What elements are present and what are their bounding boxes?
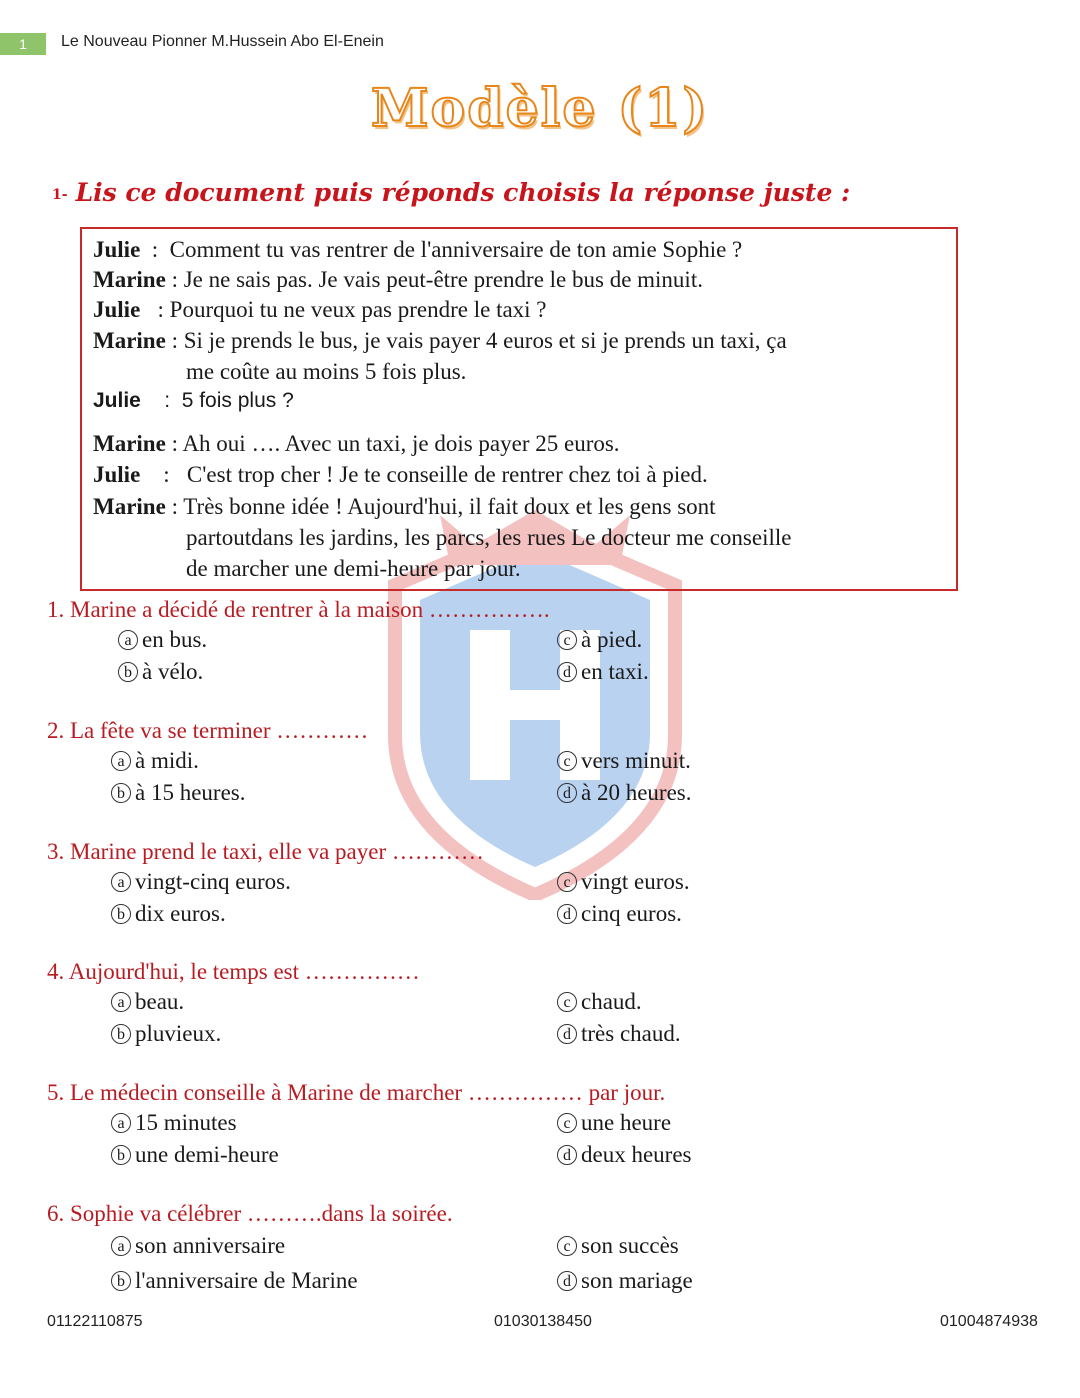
question-3: 3. Marine prend le taxi, elle va payer ………… bbox=[47, 839, 484, 864]
option-c[interactable]: c vingt euros. bbox=[557, 869, 690, 895]
option-c[interactable]: c chaud. bbox=[557, 989, 642, 1015]
dialog-continuation: de marcher une demi-heure par jour. bbox=[186, 556, 521, 581]
option-c[interactable]: c à pied. bbox=[557, 627, 642, 653]
header-title: Le Nouveau Pionner M.Hussein Abo El-Enein bbox=[61, 33, 384, 50]
option-d[interactable]: d deux heures bbox=[557, 1142, 692, 1168]
dialog-line: Marine : Ah oui …. Avec un taxi, je dois payer 25 euros. bbox=[93, 431, 620, 456]
option-b[interactable]: b à 15 heures. bbox=[111, 780, 246, 806]
option-b[interactable]: b l'anniversaire de Marine bbox=[111, 1268, 358, 1294]
option-a[interactable]: a à midi. bbox=[111, 748, 199, 774]
option-d[interactable]: d son mariage bbox=[557, 1268, 693, 1294]
option-d[interactable]: d en taxi. bbox=[557, 659, 649, 685]
option-b[interactable]: b pluvieux. bbox=[111, 1021, 221, 1047]
dialog-line: Marine : Je ne sais pas. Je vais peut-être prendre le bus de minuit. bbox=[93, 267, 703, 292]
dialog-line: Marine : Très bonne idée ! Aujourd'hui, il fait doux et les gens sont bbox=[93, 494, 716, 519]
option-a[interactable]: a beau. bbox=[111, 989, 184, 1015]
dialog-line: Julie : 5 fois plus ? bbox=[93, 389, 294, 412]
dialog-line: Julie : Comment tu vas rentrer de l'anniversaire de ton amie Sophie ? bbox=[93, 237, 743, 262]
question-4: 4. Aujourd'hui, le temps est …………… bbox=[47, 959, 420, 984]
footer-phone-1: 01122110875 bbox=[47, 1313, 143, 1330]
dialog-continuation: me coûte au moins 5 fois plus. bbox=[186, 359, 467, 384]
option-d[interactable]: d à 20 heures. bbox=[557, 780, 692, 806]
question-5: 5. Le médecin conseille à Marine de marcher …………… par jour. bbox=[47, 1080, 666, 1105]
dialog-continuation: partoutdans les jardins, les parcs, les rues Le docteur me conseille bbox=[186, 525, 792, 550]
question-2: 2. La fête va se terminer ………… bbox=[47, 718, 369, 743]
option-c[interactable]: c vers minuit. bbox=[557, 748, 691, 774]
option-a[interactable]: a en bus. bbox=[118, 627, 207, 653]
footer-phone-3: 01004874938 bbox=[940, 1313, 1038, 1330]
page-title: Modèle (1) bbox=[370, 78, 710, 139]
option-b[interactable]: b à vélo. bbox=[118, 659, 203, 685]
page-number: 1 bbox=[0, 33, 46, 55]
section-heading-text: Lis ce document puis réponds choisis la réponse juste : bbox=[75, 178, 851, 207]
option-a[interactable]: a son anniversaire bbox=[111, 1233, 285, 1259]
option-d[interactable]: d cinq euros. bbox=[557, 901, 682, 927]
question-1: 1. Marine a décidé de rentrer à la maison ……………. bbox=[47, 597, 550, 622]
option-c[interactable]: c une heure bbox=[557, 1110, 671, 1136]
section-number: 1- bbox=[52, 186, 68, 203]
option-b[interactable]: b dix euros. bbox=[111, 901, 226, 927]
option-c[interactable]: c son succès bbox=[557, 1233, 679, 1259]
question-6: 6. Sophie va célébrer ……….dans la soirée. bbox=[47, 1201, 453, 1226]
section-heading bbox=[52, 178, 850, 207]
dialog-line: Julie : Pourquoi tu ne veux pas prendre le taxi ? bbox=[93, 297, 547, 322]
option-a[interactable]: a vingt-cinq euros. bbox=[111, 869, 291, 895]
dialog-line: Julie : C'est trop cher ! Je te conseille de rentrer chez toi à pied. bbox=[93, 462, 708, 487]
option-d[interactable]: d très chaud. bbox=[557, 1021, 681, 1047]
option-a[interactable]: a 15 minutes bbox=[111, 1110, 237, 1136]
footer-phone-2: 01030138450 bbox=[494, 1313, 592, 1330]
dialog-line: Marine : Si je prends le bus, je vais payer 4 euros et si je prends un taxi, ça bbox=[93, 328, 787, 353]
option-b[interactable]: b une demi-heure bbox=[111, 1142, 279, 1168]
